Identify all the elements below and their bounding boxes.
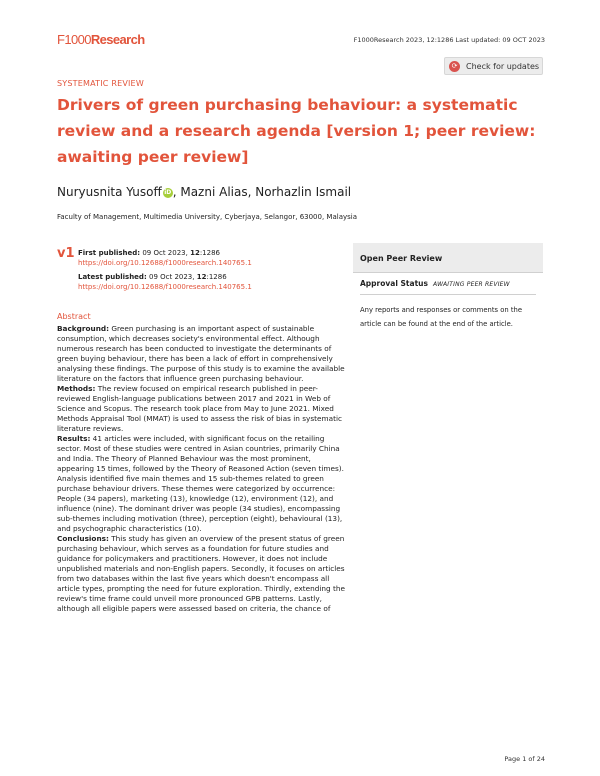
page-number: Page 1 of 24 bbox=[504, 755, 545, 763]
abstract-background: Background: Green purchasing is an important aspect of sustainable consumption, which decreases society's environmental effect. Although numerous research has been conducted to investigate the determinants of green buying behaviour, there has been a lack of effort in comprehensively analysing these findings. The purpose of this study is to examine the available literature on the factors that influence green purchasing behaviour. bbox=[57, 324, 345, 383]
open-peer-review-panel bbox=[353, 243, 543, 337]
abstract-results: Results: 41 articles were included, with significant focus on the retailing sector. Most of these studies were centred in Asian countries, primarily China and India. The Theory of Planned Behaviour was the most prominent, appearing 15 times, followed by the Theory of Reasoned Action (seven times). Analysis identified five main themes and 15 sub-themes related to green purchase behaviour drivers. These themes were categorized by occurrence: People (34 papers), marketing (13), knowledge (12), environment (12), and influence (nine). The dominant driver was people (34 studies), encompassing sub-themes including motivation (three), perception (eight), behavioural (13), and psychographic characteristics (10). bbox=[57, 434, 344, 533]
affiliation: Faculty of Management, Multimedia University, Cyberjaya, Selangor, 63000, Malaysia bbox=[57, 213, 358, 221]
author-list bbox=[57, 185, 351, 199]
approval-status: Approval Status AWAITING PEER REVIEW bbox=[360, 279, 536, 295]
peer-review-note: Any reports and responses or comments on the article can be found at the end of the article. bbox=[360, 306, 523, 328]
abstract-methods: Methods: The review focused on empirical research published in peer-reviewed English-language publications between 2017 and 2021 in Web of Science and Scopus. The research took place from May to June 2021. Mixed Methods Appraisal Tool (MMAT) is used to assess the risk of bias in systematic literature reviews. bbox=[57, 384, 342, 433]
author-link[interactable]: Nuryusnita Yusoff bbox=[57, 185, 162, 199]
article-meta: F1000Research 2023, 12:1286 Last updated: 09 OCT 2023 bbox=[353, 36, 545, 44]
abstract-heading: Abstract bbox=[57, 312, 91, 321]
latest-published: Latest published: 09 Oct 2023, 12:1286 https://doi.org/10.12688/f1000research.140765.1 bbox=[78, 273, 252, 291]
first-published: First published: 09 Oct 2023, 12:1286 https://doi.org/10.12688/f1000research.140765.1 bbox=[78, 249, 252, 267]
abstract-body bbox=[57, 324, 345, 614]
article-title: Drivers of green purchasing behaviour: a systematic review and a research agenda [version 1; peer review: awaiting peer review] bbox=[57, 96, 536, 166]
abstract-conclusions: Conclusions: This study has given an overview of the present status of green purchasing behaviour, which serves as a foundation for future studies and guidance for policymakers and practitioners. However, it does not include unpublished materials and non-English papers. Secondly, it focuses on articles from two databases within the last five years which doesn't encompass all article types, prompting the need for future exploration. Thirdly, extending the review's time frame could unveil more pronounced GPB patterns. Lastly, although all eligible papers were assessed based on criteria, the chance of bbox=[57, 534, 345, 613]
co-authors: , Mazni Alias, Norhazlin Ismail bbox=[172, 185, 352, 199]
first-doi-link[interactable]: https://doi.org/10.12688/f1000research.140765.1 bbox=[78, 259, 252, 267]
status-value: AWAITING PEER REVIEW bbox=[432, 281, 510, 288]
section-label: SYSTEMATIC REVIEW bbox=[57, 79, 144, 88]
peer-review-heading: Open Peer Review bbox=[353, 243, 543, 272]
f1000-logo: F1000Research bbox=[57, 32, 145, 47]
refresh-icon: ⟳ bbox=[449, 61, 460, 72]
check-for-updates-button[interactable] bbox=[444, 57, 543, 75]
check-for-updates-label: Check for updates bbox=[466, 61, 540, 71]
orcid-icon[interactable]: iD bbox=[164, 189, 172, 196]
latest-doi-link[interactable]: https://doi.org/10.12688/f1000research.140765.1 bbox=[78, 283, 252, 291]
version-badge: v1 bbox=[57, 246, 75, 261]
